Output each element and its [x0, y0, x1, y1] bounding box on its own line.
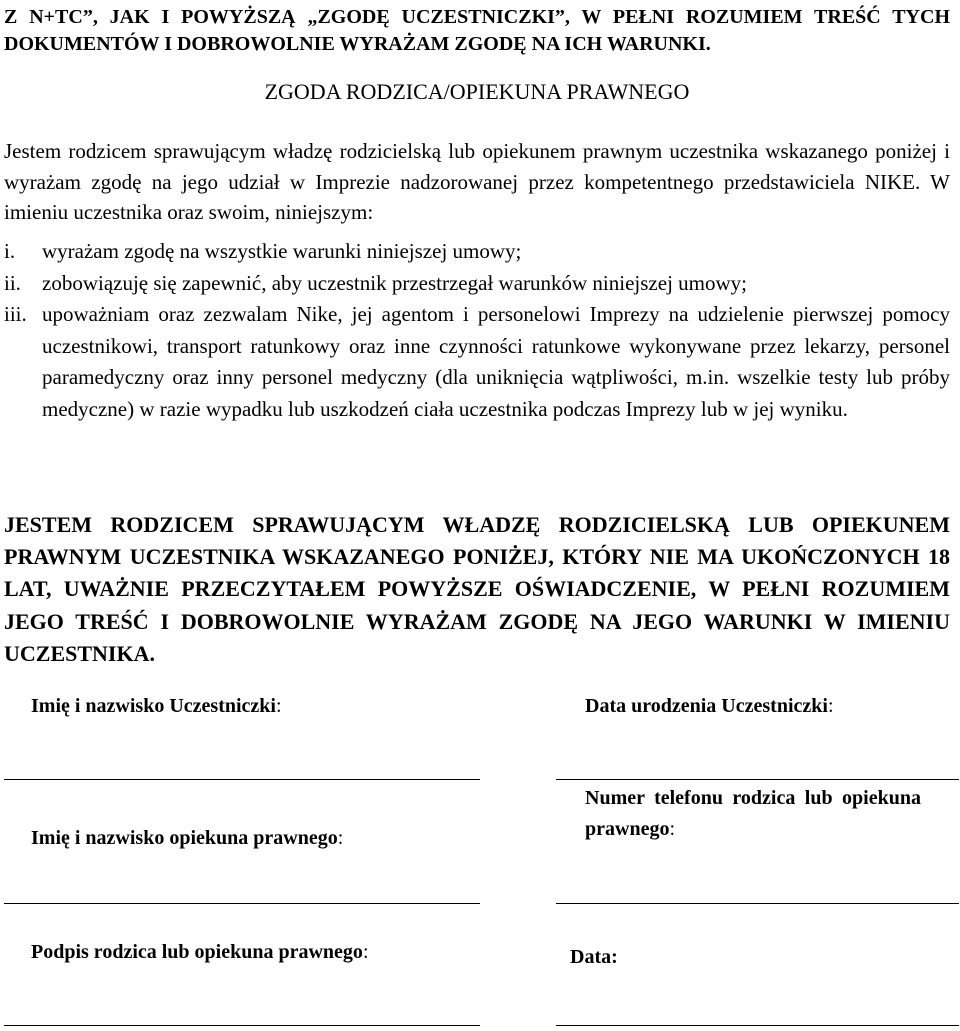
consent-item — [4, 268, 950, 300]
participant-name-label-colon: : — [275, 695, 282, 717]
birth-date-label-text: Data urodzenia Uczestniczki — [585, 695, 828, 717]
declaration-paragraph: JESTEM RODZICEM SPRAWUJĄCYM WŁADZĘ RODZICIELSKĄ LUB OPIEKUNEM PRAWNYM UCZESTNIKA WSKAZANEGO PONIŻEJ, KTÓRY NIE MA UKOŃCZONYCH 18 LAT, UWAŻNIE PRZECZYTAŁEM POWYŻSZE OŚWIADCZENIE, W PEŁNI ROZUMIEM JEGO TREŚĆ I DOBROWOLNIE WYRAŻAM ZGODĘ NA JEGO WARUNKI W IMIENIU UCZESTNIKA. — [4, 512, 950, 666]
guardian-name-field-line[interactable] — [4, 903, 480, 904]
consent-item-number: iii. — [4, 302, 27, 326]
guardian-statement — [4, 136, 950, 228]
statement-lead: Jestem rodzicem sprawującym władzę rodzicielską lub opiekunem prawnym uczestnika wskazanego poniżej i wyrażam zgodę na jego udział w Imprezie nadzorowanej przez kompetentnego przedstawiciela NIKE. — [4, 139, 950, 194]
consent-form-page — [4, 0, 954, 1031]
guardian-name-label — [31, 823, 343, 854]
date-label — [570, 942, 618, 973]
guardian-signature-label — [31, 937, 369, 968]
consent-item-text: zobowiązuję się zapewnić, aby uczestnik przestrzegał warunków niniejszej umowy; — [42, 270, 747, 295]
consent-item — [4, 236, 950, 268]
guardian-name-label-text: Imię i nazwisko opiekuna prawnego — [31, 827, 338, 849]
participant-name-label — [31, 691, 282, 722]
intro-paragraph: Z N+TC”, JAK I POWYŻSZĄ „ZGODĘ UCZESTNICZKI”, W PEŁNI ROZUMIEM TREŚĆ TYCH DOKUMENTÓW I DOBROWOLNIE WYRAŻAM ZGODĘ NA ICH WARUNKI. — [4, 6, 950, 55]
participant-name-label-text: Imię i nazwisko Uczestniczki — [31, 695, 276, 717]
birth-date-label — [585, 691, 834, 722]
guardian-signature-field-line[interactable] — [4, 1025, 480, 1026]
consent-item-number: ii. — [4, 270, 21, 295]
guardian-phone-label-colon: : — [669, 818, 676, 840]
consent-item-number: i. — [4, 239, 16, 263]
guardian-phone-label-text: Numer telefonu rodzica lub opiekuna prawnego — [585, 787, 921, 840]
date-label-text: Data: — [570, 946, 618, 968]
guardian-phone-label — [585, 783, 921, 845]
guardian-signature-label-text: Podpis rodzica lub opiekuna prawnego — [31, 941, 363, 963]
guardian-phone-field-line[interactable] — [556, 903, 959, 904]
guardian-signature-label-colon: : — [362, 941, 369, 963]
section-title: ZGODA RODZICA/OPIEKUNA PRAWNEGO — [264, 79, 690, 104]
date-field-line[interactable] — [556, 1025, 959, 1026]
birth-date-field-line[interactable] — [556, 779, 959, 780]
consent-item-text: wyrażam zgodę na wszystkie warunki niniejszej umowy; — [42, 239, 522, 263]
consent-item-text: upoważniam oraz zezwalam Nike, jej agentom i personelowi Imprezy na udzielenie pierwszej pomocy uczestnikowi, transport ratunkowy oraz inne czynności ratunkowe wykonywane przez lekarzy, personel paramedyczny oraz inny personel medyczny (dla uniknięcia wątpliwości, m.in. wszelkie testy lub próby medyczne) w razie wypadku lub uszkodzeń ciała uczestnika podczas Imprezy lub w jej wyniku. — [42, 302, 950, 421]
birth-date-label-colon: : — [827, 695, 834, 717]
statement-tail: W imieniu uczestnika oraz swoim, niniejszym: — [4, 169, 950, 224]
participant-name-field-line[interactable] — [4, 779, 480, 780]
consent-list — [4, 236, 950, 425]
consent-item — [4, 299, 950, 425]
guardian-name-label-colon: : — [337, 827, 344, 849]
